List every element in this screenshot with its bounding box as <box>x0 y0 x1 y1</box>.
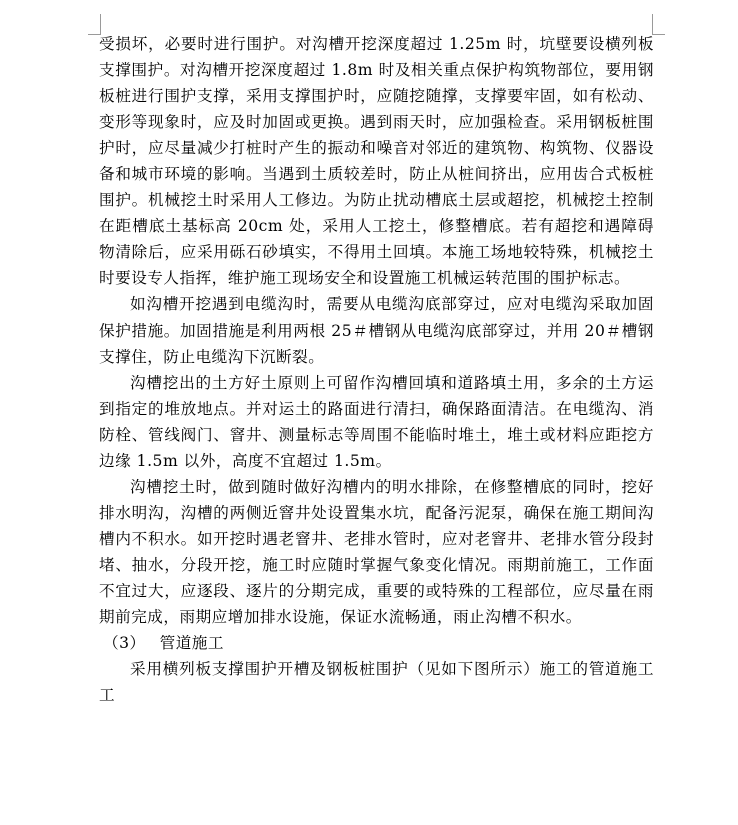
document-body <box>99 31 654 708</box>
paragraph-trench-support: 受损坏，必要时进行围护。对沟槽开挖深度超过 1.25m 时，坑壁要设横列板支撑围护。对沟槽开挖深度超过 1.8m 时及相关重点保护构筑物部位，要用钢板桩进行围护支撑，采用支撑围护时，应随挖随撑，支撑要牢固，如有松动、变形等现象时，应及时加固或更换。遇到雨天时，应加强检查。采用钢板桩围护时，应尽量减少打桩时产生的振动和噪音对邻近的建筑物、构筑物、仪器设备和城市环境的影响。当遇到土质较差时，防止从桩间挤出，应用齿合式板桩围护。机械挖土时采用人工修边。为防止扰动槽底土层或超挖，机械挖土控制在距槽底土基标高 20cm 处，采用人工挖土，修整槽底。若有超挖和遇障碍物清除后，应采用砾石砂填实，不得用土回填。本施工场地较特殊，机械挖土时要设专人指挥，维护施工现场安全和设置施工机械运转范围的围护标志。 <box>99 35 654 288</box>
section-heading <box>99 630 654 656</box>
paragraph-cable-trench: 如沟槽开挖遇到电缆沟时，需要从电缆沟底部穿过，应对电缆沟采取加固保护措施。加固措施是利用两根 25＃槽钢从电缆沟底部穿过，并用 20＃槽钢支撑住，防止电缆沟下沉断裂。 <box>99 295 654 366</box>
section-heading-number: （3） <box>103 634 146 653</box>
paragraph-drainage: 沟槽挖土时，做到随时做好沟槽内的明水排除，在修整槽底的同时，挖好排水明沟，沟槽的两侧近窨井处设置集水坑，配备污泥泵，确保在施工期间沟槽内不积水。如开挖时遇老窨井、老排水管时，应对老窨井、老排水管分段封堵、抽水，分段开挖，施工时应随时掌握气象变化情况。雨期前施工，工作面不宜过大，应逐段、逐片的分期完成，重要的或特殊的工程部位，应尽量在雨期前完成，雨期应增加排水设施，保证水流畅通，雨止沟槽不积水。 <box>99 477 654 627</box>
section-heading-title: 管道施工 <box>159 634 224 653</box>
paragraph-pipe-construction: 采用横列板支撑围护开槽及钢板桩围护（见如下图所示）施工的管道施工工 <box>99 660 654 705</box>
paragraph-earthwork-disposal: 沟槽挖出的土方好土原则上可留作沟槽回填和道路填土用，多余的土方运到指定的堆放地点。并对运土的路面进行清扫，确保路面清洁。在电缆沟、消防栓、管线阀门、窨井、测量标志等周围不能临时堆土，堆土或材料应距挖方边缘 1.5m 以外，高度不宜超过 1.5m。 <box>99 373 654 470</box>
